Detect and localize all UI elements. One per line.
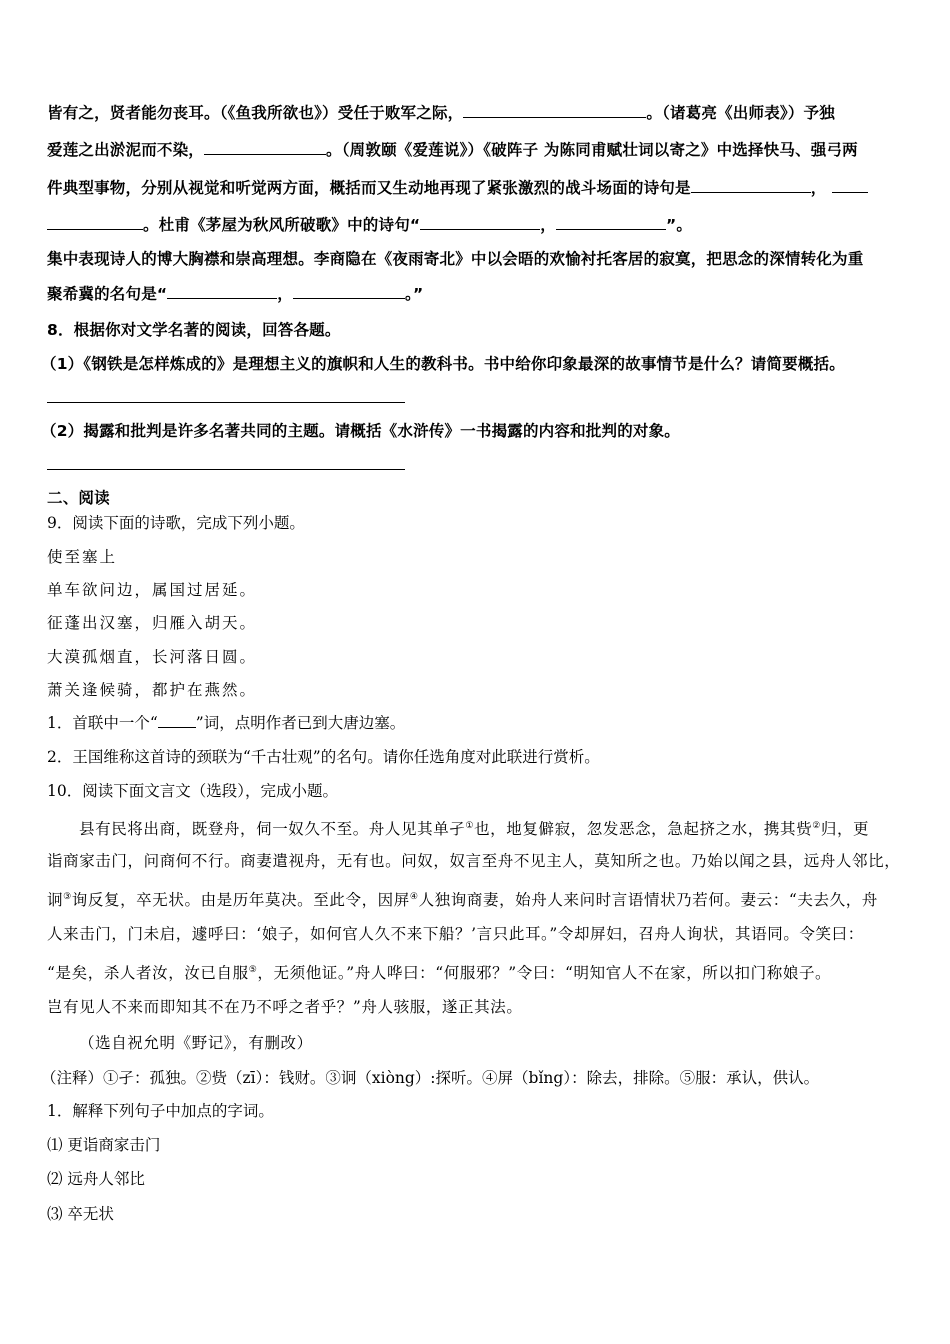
annotations: （注释）①孑：孤独。②赀（zī）：钱财。③诇（xiòng）:探听。④屏（bǐng）：除去，排除。⑤服：承认，供认。 [41,1069,820,1087]
poem-line-1: 单车欲问边，属国过居延。 [47,581,258,599]
item-1: ⑴ 更诣商家击门 [47,1136,161,1154]
answer-blank[interactable] [691,178,811,193]
text: ， [810,179,827,197]
text: 诇 [47,891,64,910]
text: 人独询商妻，始舟人来问时言语情状乃若何。妻云：“夫去久，舟 [418,891,878,910]
answer-blank[interactable] [420,215,540,230]
text: ，无须他证。”舟人哗曰：“何服邪？”令曰：“明知官人不在家，所以扣门称娘子。 [257,964,832,983]
answer-blank[interactable] [158,713,196,728]
answer-blank[interactable] [167,284,277,299]
question-8-sub1: （1）《钢铁是怎样炼成的》是理想主义的旗帜和人生的教科书。书中给你印象最深的故事情节是什么？请简要概括。 [41,355,845,373]
answer-line-8-1[interactable] [47,402,405,403]
answer-line-8-2[interactable] [47,469,405,470]
passage-line-4: 人来击门，门未启，遽呼曰：‘娘子，如何官人久不来下船？’言只此耳。”令却屏妇，召舟人询状，其语同。令笑曰： [47,925,864,943]
question-8-title: 8．根据你对文学名著的阅读，回答各题。 [47,321,341,339]
fill-line-2 [47,140,858,160]
question-10-title: 10．阅读下面文言文（选段），完成小题。 [47,782,338,800]
text: 也，地复僻寂，忽发恶念，急起挤之水，携其赀 [474,820,813,839]
answer-blank[interactable] [204,140,326,155]
answer-blank[interactable] [832,178,868,193]
text: ， [277,285,293,303]
fill-line-6 [47,284,423,304]
text: 县有民将出商，既登舟，伺一奴久不至。舟人见其单孑 [79,820,466,839]
item-2: ⑵ 远舟人邻比 [47,1170,145,1188]
poem-line-2: 征蓬出汉塞，归雁入胡天。 [47,614,258,632]
answer-blank-continued[interactable] [47,215,143,230]
item-3: ⑶ 卒无状 [47,1205,114,1223]
text: 。（诸葛亮《出师表》）予独 [646,104,835,122]
poem-line-3: 大漠孤烟直，长河落日圆。 [47,648,258,666]
passage-line-2: 诣商家击门，问商何不行。商妻遣视舟，无有也。问奴，奴言至舟不见主人，莫知所之也。乃始以闻之县，远舟人邻比， [47,852,901,870]
poem-line-4: 萧关逢候骑，都护在燕然。 [47,681,258,699]
question-9-title: 9．阅读下面的诗歌，完成下列小题。 [47,514,305,532]
passage-line-6: 岂有见人不来而即知其不在乃不呼之者乎？”舟人骇服，遂正其法。 [47,998,523,1016]
passage-source: （选自祝允明《野记》，有删改） [79,1034,313,1052]
question-9-1 [47,713,405,733]
text: ”。 [666,216,693,234]
text: ， [540,216,556,234]
text: 。杜甫《茅屋为秋风所破歌》中的诗句“ [143,216,421,234]
text: 集中表现诗人的博大胸襟和崇高理想。李商隐在《夜雨寄北》中以会晤的欢愉衬托客居的寂寞，把思念的深情转化为重 [47,250,864,268]
answer-blank[interactable] [463,103,646,118]
note-marker: ④ [409,892,419,902]
passage-line-5 [47,960,831,983]
text: 询反复，卒无状。由是历年莫决。至此令，因屏 [71,891,410,910]
poem-title: 使至塞上 [47,548,118,566]
text: “是矣，杀人者汝，汝已自服 [47,964,249,983]
fill-line-5 [47,249,863,269]
question-8-sub2: （2）揭露和批判是许多名著共同的主题。请概括《水浒传》一书揭露的内容和批判的对象。 [41,422,680,440]
text: ”词，点明作者已到大唐边塞。 [195,714,406,732]
passage-line-3 [47,887,878,910]
note-marker: ① [465,821,475,831]
fill-line-1 [47,103,835,123]
text: 。” [405,285,424,303]
note-marker: ⑤ [248,965,258,975]
fill-line-3 [47,178,868,198]
text: 件典型事物，分别从视觉和听觉两方面，概括而又生动地再现了紧张激烈的战斗场面的诗句是 [47,179,691,197]
answer-blank[interactable] [293,284,405,299]
question-10-1: 1．解释下列句子中加点的字词。 [47,1102,274,1120]
text: 。（周敦颐《爱莲说》）《破阵子 为陈同甫赋壮词以寄之》中选择快马、强弓两 [326,141,858,159]
section-2-heading: 二、阅读 [47,489,110,507]
text: 聚希冀的名句是“ [47,285,168,303]
text: 爱莲之出淤泥而不染， [47,141,205,159]
answer-blank[interactable] [556,215,666,230]
note-marker: ③ [63,892,72,902]
text: 1．首联中一个“ [47,714,158,732]
question-9-2: 2．王国维称这首诗的颈联为“千古壮观”的名句。请你任选角度对此联进行赏析。 [47,748,600,766]
note-marker: ② [812,821,821,831]
fill-line-4 [47,215,692,235]
text: 皆有之，贤者能勿丧耳。（《鱼我所欲也》）受任于败军之际， [47,104,464,122]
passage-line-1 [47,816,869,839]
text: 归，更 [820,820,870,839]
